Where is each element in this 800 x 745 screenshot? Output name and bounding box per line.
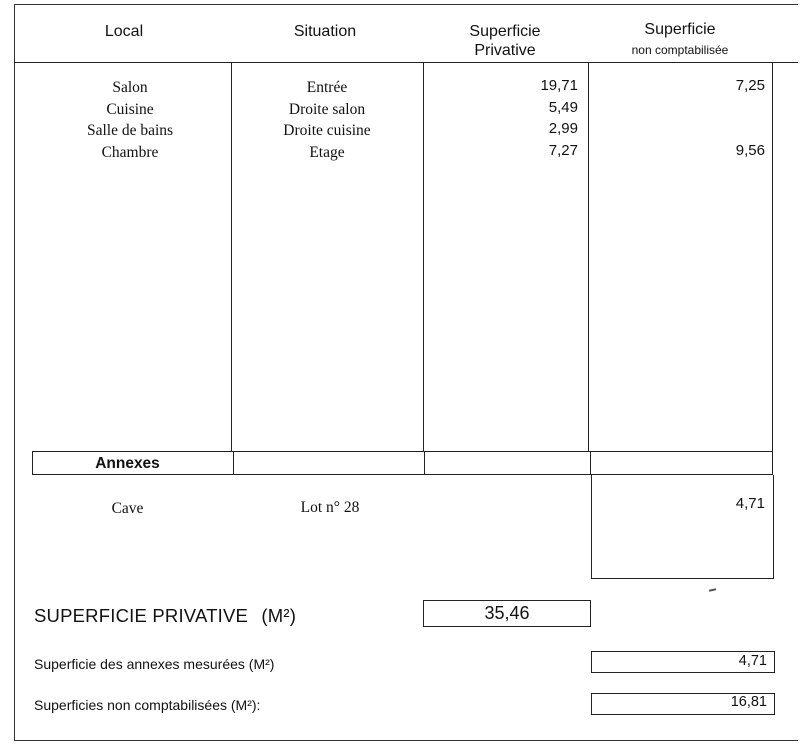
noncomp-total-value: 16,81: [730, 694, 767, 710]
room-situation: Etage: [309, 143, 345, 161]
header-superficie-non-comptabilisee: [610, 20, 750, 60]
annexe-noncomp-box: [591, 475, 774, 579]
superficie-privative-value: 35,46: [484, 603, 530, 623]
room-situation: Entrée: [306, 79, 348, 96]
room-noncomp-value: 7,25: [735, 77, 765, 94]
rooms-noncomp-column: [600, 75, 765, 161]
column-line-2: [423, 62, 424, 451]
column-line-3: [588, 62, 589, 451]
rooms-privative-column: [440, 75, 578, 161]
header-situation: Situation: [293, 23, 357, 40]
room-noncomp-value: [600, 118, 765, 140]
room-privative-value: 5,49: [548, 98, 578, 116]
annexes-band-divider-2: [424, 451, 425, 475]
header-noncomp-line2: non comptabilisée: [631, 43, 729, 57]
header-privative-line2: Privative: [474, 42, 536, 59]
header-local: Local: [104, 23, 144, 40]
room-local: Cuisine: [106, 100, 154, 118]
room-privative-value: 19,71: [540, 77, 578, 94]
room-local: Salle de bains: [86, 122, 174, 139]
rooms-situation-column: [247, 77, 407, 163]
column-line-4: [772, 62, 773, 451]
annexes-title: Annexes: [95, 455, 160, 472]
annexes-total-label: Superficie des annexes mesurées (M²): [34, 656, 275, 672]
superficie-privative-label: [34, 605, 296, 627]
room-situation: Droite cuisine: [283, 122, 371, 139]
superficie-privative-unit: (M²): [261, 605, 297, 626]
superficie-privative-label-text: SUPERFICIE PRIVATIVE: [34, 605, 249, 626]
room-local: Chambre: [101, 143, 159, 161]
annexe-situation: Lot n° 28: [300, 499, 360, 516]
room-noncomp-value: 9,56: [735, 141, 765, 159]
room-noncomp-value: [600, 97, 765, 119]
room-privative-value: 7,27: [548, 141, 578, 159]
header-privative-line1: Superficie: [469, 23, 541, 40]
annexe-local: Cave: [111, 500, 144, 517]
rooms-local-column: [40, 77, 220, 163]
header-superficie-privative: [440, 22, 570, 60]
annexe-noncomp-value: 4,71: [735, 495, 765, 512]
room-local: Salon: [112, 79, 148, 96]
column-line-1: [231, 62, 232, 451]
annexes-band-divider-1: [233, 451, 234, 475]
header-divider: [14, 62, 798, 63]
header-noncomp-line1: Superficie: [644, 21, 716, 38]
room-privative-value: 2,99: [548, 120, 578, 137]
room-situation: Droite salon: [288, 100, 366, 118]
annexes-band-divider-3: [590, 451, 591, 475]
annexes-total-value: 4,71: [738, 653, 767, 669]
noncomp-total-label: Superficies non comptabilisées (M²):: [34, 697, 261, 713]
